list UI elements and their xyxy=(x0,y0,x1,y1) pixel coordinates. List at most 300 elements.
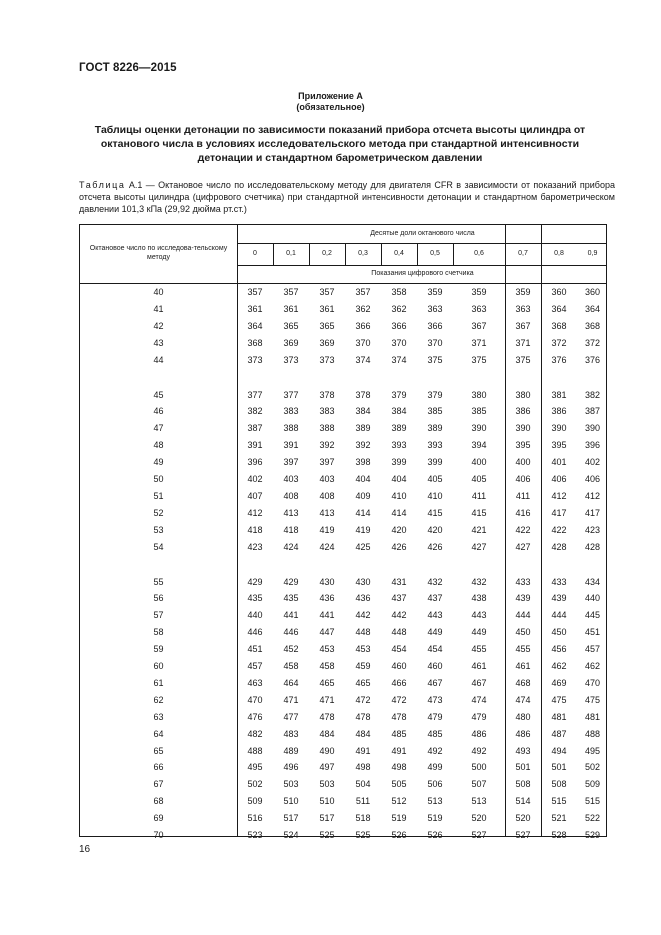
counter-reading-cell: 357 xyxy=(355,287,371,297)
counter-reading-cell: 451 xyxy=(247,644,263,655)
counter-reading-cell: 494 xyxy=(551,745,567,756)
counter-reading-cell: 446 xyxy=(247,627,263,638)
appendix-status: (обязательное) xyxy=(296,102,365,112)
heading-line-3: детонации и стандартном барометрическом давлении xyxy=(197,152,483,164)
counter-reading-cell: 485 xyxy=(391,728,407,739)
octane-number-cell: 48 xyxy=(153,440,164,451)
counter-reading-cell: 395 xyxy=(551,440,567,451)
counter-reading-cell: 453 xyxy=(319,644,335,655)
table-row xyxy=(80,539,608,556)
table-row xyxy=(80,726,608,743)
counter-reading-cell: 386 xyxy=(551,406,567,417)
counter-reading-cell: 405 xyxy=(427,474,443,484)
counter-reading-cell: 454 xyxy=(391,644,407,655)
counter-reading-cell: 459 xyxy=(355,661,371,671)
counter-reading-cell: 508 xyxy=(551,779,567,790)
octane-number-cell: 57 xyxy=(153,610,164,621)
table-row xyxy=(80,709,608,726)
octane-table xyxy=(79,224,607,840)
counter-reading-cell: 373 xyxy=(319,354,335,365)
counter-reading-cell: 383 xyxy=(283,406,299,417)
counter-reading-cell: 443 xyxy=(427,610,443,621)
counter-reading-cell: 392 xyxy=(319,440,335,451)
counter-reading-cell: 517 xyxy=(283,813,299,824)
counter-reading-cell: 361 xyxy=(247,303,263,314)
caption-number: А.1 xyxy=(128,180,143,190)
counter-reading-cell: 385 xyxy=(427,406,443,417)
counter-readings-header: Показания цифрового счетчика xyxy=(371,270,474,278)
counter-reading-cell: 492 xyxy=(471,745,487,756)
counter-reading-cell: 397 xyxy=(283,457,299,468)
tenths-header-cell: 0,7 xyxy=(518,250,528,258)
counter-reading-cell: 458 xyxy=(319,661,335,671)
counter-reading-cell: 396 xyxy=(247,457,263,468)
counter-reading-cell: 417 xyxy=(551,507,567,518)
counter-reading-cell: 520 xyxy=(515,813,531,824)
table-row xyxy=(80,624,608,641)
counter-reading-cell: 498 xyxy=(391,762,407,773)
counter-reading-cell: 359 xyxy=(427,287,443,297)
counter-reading-cell: 411 xyxy=(471,490,487,501)
counter-reading-cell: 365 xyxy=(283,320,299,331)
counter-reading-cell: 400 xyxy=(471,457,487,468)
counter-reading-cell: 447 xyxy=(319,627,335,638)
counter-reading-cell: 461 xyxy=(515,661,531,671)
counter-reading-cell: 385 xyxy=(471,406,487,417)
counter-reading-cell: 364 xyxy=(551,303,567,314)
counter-reading-cell: 502 xyxy=(584,762,601,773)
counter-reading-cell: 492 xyxy=(427,745,443,756)
octane-number-cell: 67 xyxy=(153,779,164,790)
octane-number-cell: 65 xyxy=(153,745,164,756)
counter-reading-cell: 495 xyxy=(584,745,601,756)
table-row xyxy=(80,505,608,522)
counter-reading-cell: 512 xyxy=(391,796,407,807)
counter-reading-cell: 365 xyxy=(319,320,335,331)
counter-reading-cell: 382 xyxy=(584,389,601,400)
counter-reading-cell: 442 xyxy=(391,610,407,621)
counter-reading-cell: 375 xyxy=(471,354,487,365)
counter-reading-cell: 516 xyxy=(247,813,263,824)
counter-reading-cell: 463 xyxy=(247,677,263,688)
counter-reading-cell: 455 xyxy=(471,644,487,655)
counter-reading-cell: 387 xyxy=(584,406,601,417)
counter-reading-cell: 515 xyxy=(584,796,601,807)
counter-reading-cell: 467 xyxy=(471,677,487,688)
counter-reading-cell: 424 xyxy=(283,541,299,552)
counter-reading-cell: 418 xyxy=(247,524,263,535)
counter-reading-cell: 486 xyxy=(471,728,487,739)
counter-reading-cell: 456 xyxy=(551,644,567,655)
counter-reading-cell: 491 xyxy=(355,745,371,756)
counter-reading-cell: 368 xyxy=(551,320,567,331)
counter-reading-cell: 435 xyxy=(247,593,263,604)
counter-reading-cell: 405 xyxy=(471,474,487,484)
counter-reading-cell: 474 xyxy=(471,694,487,705)
counter-reading-cell: 360 xyxy=(551,287,567,297)
counter-reading-cell: 363 xyxy=(515,303,531,314)
counter-reading-cell: 390 xyxy=(515,423,531,434)
caption-label: Таблица xyxy=(79,180,126,190)
counter-reading-cell: 473 xyxy=(427,694,443,705)
counter-reading-cell: 477 xyxy=(283,711,299,722)
counter-reading-cell: 450 xyxy=(551,627,567,638)
table-row xyxy=(80,387,608,404)
counter-reading-cell: 440 xyxy=(584,593,601,604)
counter-reading-cell: 377 xyxy=(283,389,299,400)
counter-reading-cell: 513 xyxy=(427,796,443,807)
counter-reading-cell: 360 xyxy=(584,287,601,297)
counter-reading-cell: 484 xyxy=(355,728,371,739)
counter-reading-cell: 493 xyxy=(515,745,531,756)
table-row xyxy=(80,810,608,827)
counter-reading-cell: 485 xyxy=(427,728,443,739)
counter-reading-cell: 419 xyxy=(319,524,335,535)
counter-reading-cell: 488 xyxy=(247,745,263,756)
counter-reading-cell: 449 xyxy=(471,627,487,638)
table-row xyxy=(80,488,608,505)
heading-line-1: Таблицы оценки детонации по зависимости показаний прибора отсчета высоты цилиндра от xyxy=(94,124,586,136)
octane-number-cell: 61 xyxy=(153,677,164,688)
counter-reading-cell: 421 xyxy=(471,524,487,535)
counter-reading-cell: 522 xyxy=(584,813,601,824)
counter-reading-cell: 372 xyxy=(551,337,567,348)
table-row xyxy=(80,743,608,760)
counter-reading-cell: 363 xyxy=(471,303,487,314)
counter-reading-cell: 466 xyxy=(391,677,407,688)
counter-reading-cell: 471 xyxy=(319,694,335,705)
counter-reading-cell: 454 xyxy=(427,644,443,655)
counter-reading-cell: 504 xyxy=(355,779,371,790)
counter-reading-cell: 375 xyxy=(427,354,443,365)
counter-reading-cell: 458 xyxy=(283,661,299,671)
counter-reading-cell: 369 xyxy=(319,337,335,348)
counter-reading-cell: 448 xyxy=(391,627,407,638)
table-row xyxy=(80,675,608,692)
heading-line-2: октанового числа в условиях исследовательского метода при стандартной интенсивности xyxy=(100,138,580,150)
tenths-header-cell: 0,1 xyxy=(286,250,296,258)
counter-reading-cell: 396 xyxy=(584,440,601,451)
counter-reading-cell: 496 xyxy=(283,762,299,773)
counter-reading-cell: 422 xyxy=(515,524,531,535)
counter-reading-cell: 511 xyxy=(355,796,371,807)
counter-reading-cell: 441 xyxy=(319,610,335,621)
counter-reading-cell: 358 xyxy=(391,287,407,297)
counter-reading-cell: 452 xyxy=(283,644,299,655)
counter-reading-cell: 443 xyxy=(471,610,487,621)
counter-reading-cell: 413 xyxy=(283,507,299,518)
octane-number-cell: 40 xyxy=(153,287,164,297)
counter-reading-cell: 412 xyxy=(584,490,601,501)
counter-reading-cell: 410 xyxy=(427,490,443,501)
counter-reading-cell: 406 xyxy=(551,474,567,484)
counter-reading-cell: 391 xyxy=(283,440,299,451)
counter-reading-cell: 488 xyxy=(584,728,601,739)
counter-reading-cell: 481 xyxy=(584,711,601,722)
tenths-header-cell: 0 xyxy=(253,250,257,258)
tenths-header-cell: 0,6 xyxy=(474,250,484,258)
table-row xyxy=(80,454,608,471)
table-row xyxy=(80,574,608,591)
counter-reading-cell: 461 xyxy=(471,661,487,671)
counter-reading-cell: 529 xyxy=(584,830,601,840)
counter-reading-cell: 499 xyxy=(427,762,443,773)
octane-number-cell: 64 xyxy=(153,728,164,739)
octane-number-cell: 59 xyxy=(153,644,164,655)
counter-reading-cell: 444 xyxy=(515,610,531,621)
counter-reading-cell: 399 xyxy=(427,457,443,468)
tenths-header-cell: 0,3 xyxy=(358,250,368,258)
standard-designation: ГОСТ 8226—2015 xyxy=(79,62,177,74)
counter-reading-cell: 404 xyxy=(355,474,371,484)
counter-reading-cell: 527 xyxy=(471,830,487,840)
counter-reading-cell: 525 xyxy=(355,830,371,840)
counter-reading-cell: 363 xyxy=(427,303,443,314)
counter-reading-cell: 501 xyxy=(515,762,531,773)
table-row xyxy=(80,318,608,335)
counter-reading-cell: 369 xyxy=(283,337,299,348)
table-row xyxy=(80,793,608,810)
octane-number-cell: 58 xyxy=(153,627,164,638)
counter-reading-cell: 465 xyxy=(355,677,371,688)
tenths-header-cell: 0,2 xyxy=(322,250,332,258)
counter-reading-cell: 434 xyxy=(584,576,601,587)
octane-number-cell: 44 xyxy=(153,354,164,365)
table-row xyxy=(80,437,608,454)
counter-reading-cell: 370 xyxy=(427,337,443,348)
counter-reading-cell: 391 xyxy=(247,440,263,451)
counter-reading-cell: 486 xyxy=(515,728,531,739)
counter-reading-cell: 367 xyxy=(471,320,487,331)
counter-reading-cell: 467 xyxy=(427,677,443,688)
counter-reading-cell: 489 xyxy=(283,745,299,756)
counter-reading-cell: 399 xyxy=(391,457,407,468)
counter-reading-cell: 406 xyxy=(515,474,531,484)
counter-reading-cell: 431 xyxy=(391,576,407,587)
table-row xyxy=(80,335,608,352)
counter-reading-cell: 474 xyxy=(515,694,531,705)
octane-number-cell: 51 xyxy=(153,490,164,501)
counter-reading-cell: 357 xyxy=(319,287,335,297)
counter-reading-cell: 390 xyxy=(551,423,567,434)
table-caption xyxy=(79,179,615,216)
counter-reading-cell: 437 xyxy=(391,593,407,604)
counter-reading-cell: 389 xyxy=(427,423,443,434)
counter-reading-cell: 513 xyxy=(471,796,487,807)
counter-reading-cell: 487 xyxy=(551,728,567,739)
counter-reading-cell: 432 xyxy=(471,576,487,587)
counter-reading-cell: 464 xyxy=(283,677,299,688)
counter-reading-cell: 376 xyxy=(584,354,601,365)
table-row xyxy=(80,692,608,709)
counter-reading-cell: 426 xyxy=(391,541,407,552)
counter-reading-cell: 410 xyxy=(391,490,407,501)
counter-reading-cell: 366 xyxy=(427,320,443,331)
counter-reading-cell: 420 xyxy=(391,524,407,535)
counter-reading-cell: 470 xyxy=(247,694,263,705)
counter-reading-cell: 398 xyxy=(355,457,371,468)
counter-reading-cell: 482 xyxy=(247,728,263,739)
counter-reading-cell: 428 xyxy=(551,541,567,552)
counter-reading-cell: 409 xyxy=(355,490,371,501)
table-row xyxy=(80,641,608,658)
counter-reading-cell: 382 xyxy=(247,406,263,417)
table-row xyxy=(80,827,608,844)
counter-reading-cell: 374 xyxy=(355,354,371,365)
counter-reading-cell: 437 xyxy=(427,593,443,604)
counter-reading-cell: 433 xyxy=(515,576,531,587)
counter-reading-cell: 526 xyxy=(427,830,443,840)
counter-reading-cell: 403 xyxy=(319,474,335,484)
counter-reading-cell: 397 xyxy=(319,457,335,468)
counter-reading-cell: 362 xyxy=(391,303,407,314)
counter-reading-cell: 404 xyxy=(391,474,407,484)
counter-reading-cell: 457 xyxy=(584,644,601,655)
counter-reading-cell: 429 xyxy=(283,576,299,587)
counter-reading-cell: 436 xyxy=(355,593,371,604)
counter-reading-cell: 478 xyxy=(355,711,371,722)
counter-reading-cell: 450 xyxy=(515,627,531,638)
counter-reading-cell: 440 xyxy=(247,610,263,621)
octane-number-cell: 53 xyxy=(153,524,164,535)
counter-reading-cell: 361 xyxy=(319,303,335,314)
counter-reading-cell: 472 xyxy=(391,694,407,705)
counter-reading-cell: 357 xyxy=(247,287,263,297)
counter-reading-cell: 483 xyxy=(283,728,299,739)
counter-reading-cell: 395 xyxy=(515,440,531,451)
counter-reading-cell: 414 xyxy=(391,507,407,518)
table-row xyxy=(80,284,608,301)
caption-text: — Октановое число по исследовательскому методу для двигателя CFR в зависимости от показаний прибора отсчета высоты цилиндра (цифрового счетчика) при стандартной интенсивности детонации и стандартном барометрическом давлении 101,3 кПа (29,92 дюйма рт.ст.) xyxy=(79,180,615,215)
counter-reading-cell: 505 xyxy=(391,779,407,790)
counter-reading-cell: 475 xyxy=(551,694,567,705)
table-row xyxy=(80,352,608,369)
counter-reading-cell: 462 xyxy=(551,661,567,671)
counter-reading-cell: 449 xyxy=(427,627,443,638)
tenths-header-cell: 0,9 xyxy=(587,250,598,258)
counter-reading-cell: 372 xyxy=(584,337,601,348)
counter-reading-cell: 366 xyxy=(391,320,407,331)
counter-reading-cell: 525 xyxy=(319,830,335,840)
counter-reading-cell: 506 xyxy=(427,779,443,790)
counter-reading-cell: 393 xyxy=(427,440,443,451)
counter-reading-cell: 361 xyxy=(283,303,299,314)
counter-reading-cell: 423 xyxy=(584,524,601,535)
table-row xyxy=(80,471,608,488)
table-row xyxy=(80,420,608,437)
counter-reading-cell: 520 xyxy=(471,813,487,824)
octane-number-cell: 70 xyxy=(153,830,164,840)
table-row xyxy=(80,658,608,675)
counter-reading-cell: 433 xyxy=(551,576,567,587)
counter-reading-cell: 468 xyxy=(515,677,531,688)
counter-reading-cell: 407 xyxy=(247,490,263,501)
counter-reading-cell: 394 xyxy=(471,440,487,451)
counter-reading-cell: 518 xyxy=(355,813,371,824)
counter-reading-cell: 393 xyxy=(391,440,407,451)
counter-reading-cell: 416 xyxy=(515,507,531,518)
octane-number-cell: 52 xyxy=(153,507,164,518)
tenths-header-cell: 0,8 xyxy=(554,250,564,258)
table-row xyxy=(80,403,608,420)
octane-number-cell: 43 xyxy=(153,337,164,348)
counter-reading-cell: 384 xyxy=(391,406,407,417)
counter-reading-cell: 376 xyxy=(551,354,567,365)
counter-reading-cell: 419 xyxy=(355,524,371,535)
counter-reading-cell: 392 xyxy=(355,440,371,451)
counter-reading-cell: 364 xyxy=(247,320,263,331)
counter-reading-cell: 476 xyxy=(247,711,263,722)
counter-reading-cell: 428 xyxy=(584,541,601,552)
counter-reading-cell: 383 xyxy=(319,406,335,417)
counter-reading-cell: 436 xyxy=(319,593,335,604)
octane-number-cell: 66 xyxy=(153,762,164,773)
counter-reading-cell: 425 xyxy=(355,541,371,552)
octane-number-cell: 45 xyxy=(153,389,164,400)
counter-reading-cell: 417 xyxy=(584,507,601,518)
octane-number-cell: 50 xyxy=(153,474,164,484)
counter-reading-cell: 441 xyxy=(283,610,299,621)
counter-reading-cell: 368 xyxy=(247,337,263,348)
octane-number-cell: 42 xyxy=(153,320,164,331)
counter-reading-cell: 370 xyxy=(391,337,407,348)
counter-reading-cell: 507 xyxy=(471,779,487,790)
counter-reading-cell: 503 xyxy=(319,779,335,790)
counter-reading-cell: 429 xyxy=(247,576,263,587)
counter-reading-cell: 479 xyxy=(471,711,487,722)
counter-reading-cell: 462 xyxy=(584,661,601,671)
counter-reading-cell: 448 xyxy=(355,627,371,638)
octane-number-cell: 69 xyxy=(153,813,164,824)
counter-reading-cell: 478 xyxy=(391,711,407,722)
counter-reading-cell: 514 xyxy=(515,796,531,807)
counter-reading-cell: 446 xyxy=(283,627,299,638)
counter-reading-cell: 378 xyxy=(355,389,371,400)
counter-reading-cell: 426 xyxy=(427,541,443,552)
counter-reading-cell: 491 xyxy=(391,745,407,756)
octane-number-cell: 56 xyxy=(153,593,164,604)
counter-reading-cell: 515 xyxy=(551,796,567,807)
counter-reading-cell: 388 xyxy=(319,423,335,434)
counter-reading-cell: 414 xyxy=(355,507,371,518)
counter-reading-cell: 422 xyxy=(551,524,567,535)
counter-reading-cell: 442 xyxy=(355,610,371,621)
counter-reading-cell: 427 xyxy=(515,541,531,552)
table-row xyxy=(80,522,608,539)
counter-reading-cell: 400 xyxy=(515,457,531,468)
counter-reading-cell: 427 xyxy=(471,541,487,552)
counter-reading-cell: 460 xyxy=(427,661,443,671)
counter-reading-cell: 435 xyxy=(283,593,299,604)
counter-reading-cell: 430 xyxy=(319,576,335,587)
page-number: 16 xyxy=(79,844,91,855)
counter-reading-cell: 420 xyxy=(427,524,443,535)
counter-reading-cell: 470 xyxy=(584,677,601,688)
octane-number-cell: 46 xyxy=(153,406,164,417)
counter-reading-cell: 480 xyxy=(515,711,531,722)
table-row xyxy=(80,607,608,624)
counter-reading-cell: 453 xyxy=(355,644,371,655)
counter-reading-cell: 444 xyxy=(551,610,567,621)
counter-reading-cell: 430 xyxy=(355,576,371,587)
counter-reading-cell: 388 xyxy=(283,423,299,434)
counter-reading-cell: 378 xyxy=(319,389,335,400)
counter-reading-cell: 495 xyxy=(247,762,263,773)
counter-reading-cell: 402 xyxy=(584,457,601,468)
counter-reading-cell: 377 xyxy=(247,389,263,400)
counter-reading-cell: 469 xyxy=(551,677,567,688)
octane-number-header: Октановое число по исследова-тельскому методу xyxy=(89,244,228,261)
